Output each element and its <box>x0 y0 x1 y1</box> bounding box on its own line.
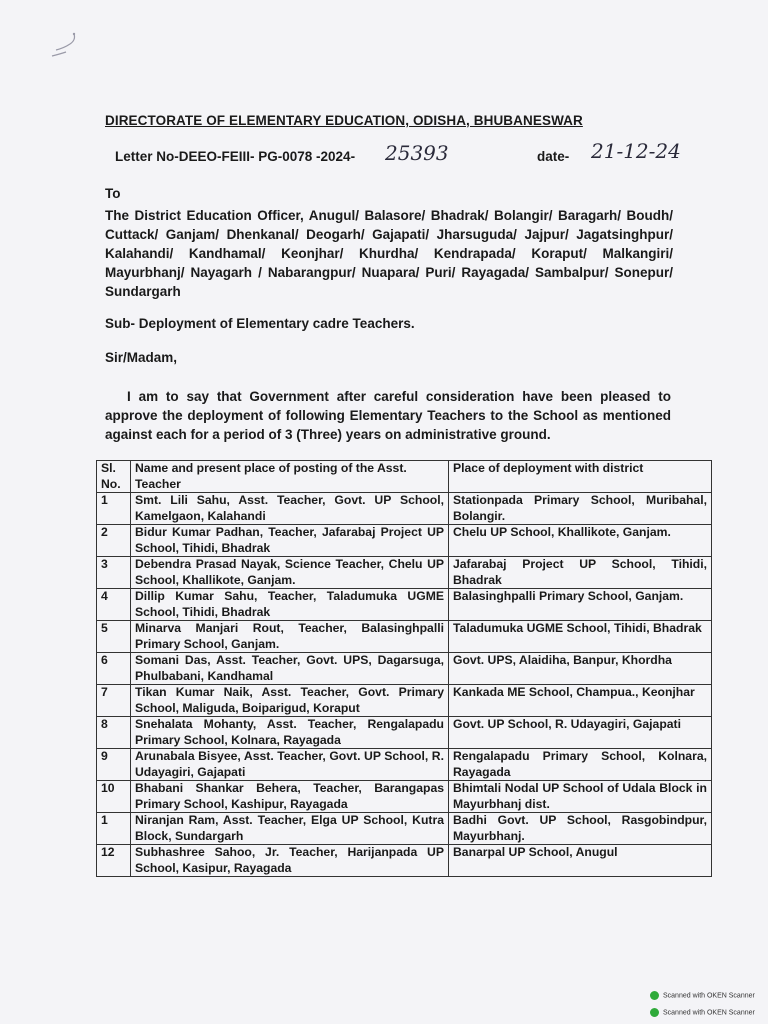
table-row <box>97 717 712 749</box>
to-label: To <box>105 186 121 201</box>
body-paragraph: I am to say that Government after careful consideration have been pleased to approve the deployment of following Elementary Teachers to the School as mentioned against each for a period of 3 (Three) years on administrative ground. <box>105 389 671 442</box>
letter-reference <box>115 139 695 179</box>
scanner-watermark <box>650 991 755 1000</box>
cell-teacher: Dillip Kumar Sahu, Teacher, Taladumuka UGME School, Tihidi, Bhadrak <box>131 589 449 621</box>
table-row <box>97 525 712 557</box>
cell-teacher: Minarva Manjari Rout, Teacher, Balasinghpalli Primary School, Ganjam. <box>131 621 449 653</box>
recipient-address: The District Education Officer, Anugul/ Balasore/ Bhadrak/ Bolangir/ Baragarh/ Boudh/ Cuttack/ Ganjam/ Dhenkanal/ Deogarh/ Gajapati/ Jharsuguda/ Jajpur/ Jagatsinghpur/ Kalahandi/ Kandhamal/ Keonjhar/ Khurdha/ Kendrapada/ Koraput/ Malkangiri/ Mayurbhanj/ Nayagarh / Nabarangpur/ Nuapara/ Puri/ Rayagada/ Sambalpur/ Sonepur/ Sundargarh <box>105 208 673 299</box>
cell-sl-no: 10 <box>97 781 131 813</box>
cell-sl-no: 8 <box>97 717 131 749</box>
date-handwritten: 21-12-24 <box>591 139 681 163</box>
scanner-text: Scanned with OKEN Scanner <box>663 992 755 1000</box>
table-header-row <box>97 461 712 493</box>
cell-teacher: Debendra Prasad Nayak, Science Teacher, Chelu UP School, Khallikote, Ganjam. <box>131 557 449 589</box>
cell-teacher: Subhashree Sahoo, Jr. Teacher, Harijanpada UP School, Kasipur, Rayagada <box>131 845 449 877</box>
scanner-watermark <box>650 1008 755 1017</box>
cell-deployment: Badhi Govt. UP School, Rasgobindpur, Mayurbhanj. <box>449 813 712 845</box>
cell-teacher: Smt. Lili Sahu, Asst. Teacher, Govt. UP School, Kamelgaon, Kalahandi <box>131 493 449 525</box>
subject-line: Sub- Deployment of Elementary cadre Teachers. <box>105 316 415 331</box>
cell-deployment: Chelu UP School, Khallikote, Ganjam. <box>449 525 712 557</box>
table-row <box>97 557 712 589</box>
cell-deployment: Kankada ME School, Champua., Keonjhar <box>449 685 712 717</box>
cell-teacher: Arunabala Bisyee, Asst. Teacher, Govt. UP School, R. Udayagiri, Gajapati <box>131 749 449 781</box>
cell-deployment: Jafarabaj Project UP School, Tihidi, Bhadrak <box>449 557 712 589</box>
table-row <box>97 813 712 845</box>
cell-teacher: Tikan Kumar Naik, Asst. Teacher, Govt. Primary School, Maliguda, Boiparigud, Koraput <box>131 685 449 717</box>
salutation: Sir/Madam, <box>105 350 178 365</box>
cell-deployment: Bhimtali Nodal UP School of Udala Block in Mayurbhanj dist. <box>449 781 712 813</box>
scanner-logo-icon <box>650 991 659 1000</box>
cell-teacher: Niranjan Ram, Asst. Teacher, Elga UP School, Kutra Block, Sundargarh <box>131 813 449 845</box>
cell-sl-no: 4 <box>97 589 131 621</box>
cell-sl-no: 1 <box>97 493 131 525</box>
table-row <box>97 845 712 877</box>
cell-teacher: Snehalata Mohanty, Asst. Teacher, Rengalapadu Primary School, Kolnara, Rayagada <box>131 717 449 749</box>
pen-mark-icon <box>44 30 84 64</box>
table-row <box>97 781 712 813</box>
header-deployment-place: Place of deployment with district <box>449 461 712 493</box>
table-row <box>97 589 712 621</box>
table-row <box>97 493 712 525</box>
cell-deployment: Govt. UP School, R. Udayagiri, Gajapati <box>449 717 712 749</box>
cell-deployment: Taladumuka UGME School, Tihidi, Bhadrak <box>449 621 712 653</box>
cell-sl-no: 7 <box>97 685 131 717</box>
scanner-logo-icon <box>650 1008 659 1017</box>
table-row <box>97 749 712 781</box>
table-row <box>97 685 712 717</box>
letter-number-handwritten: 25393 <box>385 141 449 165</box>
cell-deployment: Govt. UPS, Alaidiha, Banpur, Khordha <box>449 653 712 685</box>
cell-teacher: Bhabani Shankar Behera, Teacher, Barangapas Primary School, Kashipur, Rayagada <box>131 781 449 813</box>
scanner-text: Scanned with OKEN Scanner <box>663 1009 755 1017</box>
header-name-posting: Name and present place of posting of the Asst. Teacher <box>131 461 449 493</box>
date-label: date- <box>537 149 570 164</box>
cell-sl-no: 2 <box>97 525 131 557</box>
cell-sl-no: 6 <box>97 653 131 685</box>
cell-sl-no: 1 <box>97 813 131 845</box>
cell-sl-no: 5 <box>97 621 131 653</box>
cell-deployment: Balasinghpalli Primary School, Ganjam. <box>449 589 712 621</box>
table-row <box>97 621 712 653</box>
page-title: DIRECTORATE OF ELEMENTARY EDUCATION, ODISHA, BHUBANESWAR <box>105 113 583 128</box>
cell-sl-no: 3 <box>97 557 131 589</box>
header-sl-no: Sl. No. <box>97 461 131 493</box>
cell-deployment: Rengalapadu Primary School, Kolnara, Rayagada <box>449 749 712 781</box>
deployment-table <box>96 460 712 877</box>
table-row <box>97 653 712 685</box>
letter-number-label: Letter No-DEEO-FEIII- PG-0078 -2024- <box>115 149 356 164</box>
cell-sl-no: 12 <box>97 845 131 877</box>
cell-teacher: Bidur Kumar Padhan, Teacher, Jafarabaj Project UP School, Tihidi, Bhadrak <box>131 525 449 557</box>
cell-teacher: Somani Das, Asst. Teacher, Govt. UPS, Dagarsuga, Phulbabani, Kandhamal <box>131 653 449 685</box>
cell-sl-no: 9 <box>97 749 131 781</box>
cell-deployment: Banarpal UP School, Anugul <box>449 845 712 877</box>
cell-deployment: Stationpada Primary School, Muribahal, Bolangir. <box>449 493 712 525</box>
